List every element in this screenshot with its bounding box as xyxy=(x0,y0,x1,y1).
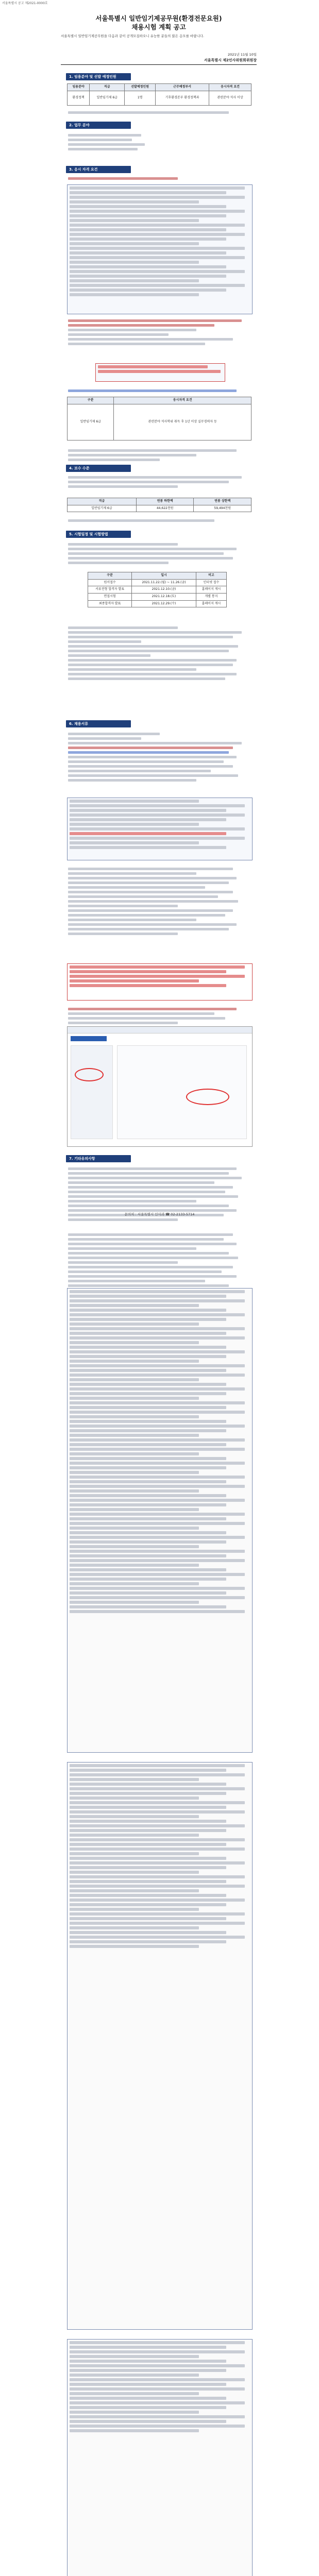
schedule-table xyxy=(88,572,227,607)
announcement-number: 서울특별시 공고 제2021-0000호 xyxy=(2,2,48,5)
section-3-heading: 3. 응시 자격 요건 xyxy=(66,166,131,173)
table-header: 비고 xyxy=(196,572,226,580)
table-header: 구분 xyxy=(68,397,114,404)
contact-info: 문의처 : 서울특별시 인사과 ☎ 02-2133-5714 xyxy=(124,1212,195,1216)
section-6-list xyxy=(68,866,251,937)
highlight-notice xyxy=(95,363,225,382)
eligibility-notice-box xyxy=(67,184,253,314)
section-2-heading: 2. 업무 분야 xyxy=(66,122,131,129)
table-header: 임용분야 xyxy=(68,84,90,91)
table-cell: 최종합격자 발표 xyxy=(88,600,132,607)
section-5-details xyxy=(68,624,251,682)
table-cell: 44,622천원 xyxy=(136,505,194,512)
document-title xyxy=(61,14,257,32)
section-6-body xyxy=(68,731,251,784)
table-cell: 1명 xyxy=(125,91,156,105)
title-line-2: 채용시험 계획 공고 xyxy=(131,23,186,31)
application-docs-box xyxy=(67,798,253,860)
table-cell: 2021.12.18.(토) xyxy=(132,594,196,601)
table-cell: 홈페이지 게시 xyxy=(196,600,226,607)
table-cell: 서류전형 합격자 발표 xyxy=(88,586,132,594)
table-cell: 일반임기제 6급 xyxy=(90,91,125,105)
table-cell: 관련분야 석사학위 취득 후 1년 이상 실무경력자 등 xyxy=(114,404,251,440)
qualification-table xyxy=(67,397,251,440)
table-cell: 개별 통지 xyxy=(196,594,226,601)
table-header: 응시자격 요건 xyxy=(209,84,251,91)
issuer-name: 서울특별시 제2인사위원회위원장 xyxy=(61,58,257,65)
table-2-caption xyxy=(68,387,251,394)
table-cell: 2021.12.10.(금) xyxy=(132,586,196,594)
table-header: 일시 xyxy=(132,572,196,580)
table-cell: 2021.12.29.(수) xyxy=(132,600,196,607)
table-cell: 면접시험 xyxy=(88,594,132,601)
continuation-block-1 xyxy=(68,1231,251,1289)
table-cell: 홈페이지 게시 xyxy=(196,586,226,594)
website-screenshot xyxy=(67,1026,253,1147)
table-header: 선발예정인원 xyxy=(125,84,156,91)
table-header: 근무예정부서 xyxy=(156,84,209,91)
section-4-heading: 4. 보수 수준 xyxy=(66,465,131,472)
table-cell: 원서접수 xyxy=(88,579,132,586)
section-4-body xyxy=(68,474,251,490)
section-5-body xyxy=(68,541,251,566)
appendix-forms xyxy=(67,1288,253,1753)
section-3-extra xyxy=(68,447,251,463)
table-cell: 기후환경본부 환경정책과 xyxy=(156,91,209,105)
table-cell: 일반임기제 6급 xyxy=(68,505,137,512)
section-5-heading: 5. 시험일정 및 시험방법 xyxy=(66,531,131,538)
section-4-note xyxy=(68,517,251,524)
section-3-footnotes xyxy=(68,317,251,347)
table-cell: 2021.11.22.(월) ~ 11.26.(금) xyxy=(132,579,196,586)
section-7-heading: 7. 기타유의사항 xyxy=(66,1155,131,1162)
section-1-notes xyxy=(68,109,251,116)
positions-table xyxy=(67,83,251,106)
table-header: 직급 xyxy=(90,84,125,91)
table-header: 연봉 하한액 xyxy=(136,498,194,505)
table-cell: 59,494천원 xyxy=(194,505,251,512)
table-header: 응시자격 요건 xyxy=(114,397,251,404)
warning-notice-box xyxy=(67,963,253,1001)
submission-instructions xyxy=(68,1006,251,1026)
table-header: 구분 xyxy=(88,572,132,580)
section-1-heading: 1. 임용분야 및 선발 예정인원 xyxy=(66,73,131,80)
table-cell: 일반임기제 6급 xyxy=(68,404,114,440)
table-cell: 인터넷 접수 xyxy=(196,579,226,586)
salary-table xyxy=(67,498,251,512)
section-6-heading: 6. 채용서류 xyxy=(66,720,131,727)
title-line-1: 서울특별시 일반임기제공무원(환경전문요원) xyxy=(95,14,222,22)
section-2-body xyxy=(68,132,251,152)
table-cell: 환경정책 xyxy=(68,91,90,105)
intro-paragraph: 서울특별시 일반임기제공무원을 다음과 같이 공개모집하오니 유능한 분들의 많은 응모를 바랍니다. xyxy=(61,34,205,38)
table-cell: 관련분야 석사 이상 xyxy=(209,91,251,105)
appendix-forms-3 xyxy=(67,2339,253,2576)
highlight-circle-icon xyxy=(186,1089,229,1105)
announcement-date: 2021년 11월 10일 xyxy=(227,53,257,57)
table-header: 연봉 상한액 xyxy=(194,498,251,505)
appendix-forms-2 xyxy=(67,1762,253,2330)
table-header: 직급 xyxy=(68,498,137,505)
highlight-circle-icon xyxy=(75,1068,104,1081)
section-3-intro xyxy=(68,175,251,182)
